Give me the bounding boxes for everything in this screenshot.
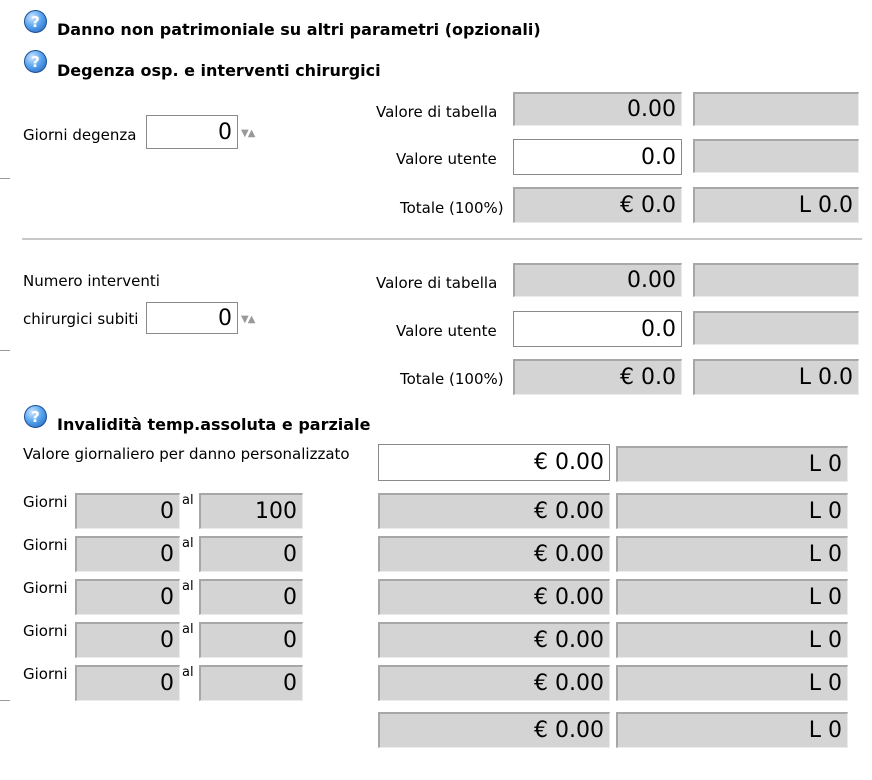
row-euro-field: € 0.00	[378, 493, 610, 529]
valore-utente-input[interactable]: 0.0	[513, 311, 682, 347]
al-label: al	[182, 493, 194, 508]
giorni-to-field: 0	[199, 665, 303, 701]
giorni-to-field: 0	[199, 622, 303, 658]
valore-utente-lire-field	[693, 311, 859, 345]
totale-euro-field: € 0.0	[513, 359, 682, 395]
valore-utente-lire-field	[693, 139, 859, 173]
invalidita-totale-lire-field: L 0	[616, 712, 848, 748]
valore-tabella-label: Valore di tabella	[376, 274, 498, 292]
totale-lire-field: L 0.0	[693, 187, 859, 223]
row-euro-field: € 0.00	[378, 622, 610, 658]
valore-utente-label: Valore utente	[396, 322, 497, 340]
al-label: al	[182, 665, 194, 680]
divider	[22, 238, 862, 240]
valore-utente-label: Valore utente	[396, 150, 497, 168]
section-title-invalidita: Invalidità temp.assoluta e parziale	[57, 415, 371, 434]
totale-label: Totale (100%)	[400, 199, 504, 217]
al-label: al	[182, 622, 194, 637]
giorni-label: Giorni	[23, 579, 68, 597]
totale-euro-field: € 0.0	[513, 187, 682, 223]
giorni-degenza-input[interactable]: 0	[146, 115, 238, 149]
valore-tabella-lire-field	[693, 92, 859, 126]
valore-tabella-lire-field	[693, 263, 859, 297]
row-euro-field: € 0.00	[378, 536, 610, 572]
giorni-from-field: 0	[75, 536, 180, 572]
valore-giornaliero-lire-field: L 0	[616, 446, 848, 482]
giorni-to-field: 0	[199, 579, 303, 615]
row-lire-field: L 0	[616, 622, 848, 658]
row-euro-field: € 0.00	[378, 665, 610, 701]
giorni-degenza-label: Giorni degenza	[23, 126, 137, 144]
giorni-label: Giorni	[23, 493, 68, 511]
giorni-label: Giorni	[23, 536, 68, 554]
edge-tick	[0, 178, 10, 179]
row-lire-field: L 0	[616, 665, 848, 701]
totale-lire-field: L 0.0	[693, 359, 859, 395]
spinner-arrows-icon[interactable]: ▼▲	[241, 128, 255, 139]
valore-tabella-field: 0.00	[513, 92, 682, 126]
row-euro-field: € 0.00	[378, 579, 610, 615]
giorni-to-field: 0	[199, 536, 303, 572]
edge-tick	[0, 350, 10, 351]
valore-utente-input[interactable]: 0.0	[513, 139, 682, 175]
edge-tick	[0, 700, 10, 701]
giorni-from-field: 0	[75, 493, 180, 529]
row-lire-field: L 0	[616, 493, 848, 529]
numero-interventi-label: Numero interventi	[23, 272, 160, 290]
al-label: al	[182, 536, 194, 551]
giorni-from-field: 0	[75, 579, 180, 615]
row-lire-field: L 0	[616, 536, 848, 572]
invalidita-totale-euro-field: € 0.00	[378, 712, 610, 748]
valore-giornaliero-euro-input[interactable]: € 0.00	[378, 444, 610, 481]
giorni-label: Giorni	[23, 665, 68, 683]
totale-label: Totale (100%)	[400, 370, 504, 388]
valore-tabella-field: 0.00	[513, 263, 682, 297]
chirurgici-subiti-label: chirurgici subiti	[23, 310, 139, 328]
al-label: al	[182, 579, 194, 594]
giorni-from-field: 0	[75, 622, 180, 658]
numero-interventi-input[interactable]: 0	[146, 302, 238, 334]
giorni-from-field: 0	[75, 665, 180, 701]
help-question-icon[interactable]	[24, 50, 47, 73]
section-title-degenza: Degenza osp. e interventi chirurgici	[57, 61, 381, 80]
giorni-to-field: 100	[199, 493, 303, 529]
section-title-danno: Danno non patrimoniale su altri parametri (opzionali)	[57, 20, 541, 39]
valore-tabella-label: Valore di tabella	[376, 103, 498, 121]
help-question-icon[interactable]	[24, 10, 47, 33]
row-lire-field: L 0	[616, 579, 848, 615]
giorni-label: Giorni	[23, 622, 68, 640]
valore-giornaliero-label: Valore giornaliero per danno personalizzato	[23, 445, 350, 463]
help-question-icon[interactable]	[24, 405, 47, 428]
spinner-arrows-icon[interactable]: ▼▲	[241, 314, 255, 325]
